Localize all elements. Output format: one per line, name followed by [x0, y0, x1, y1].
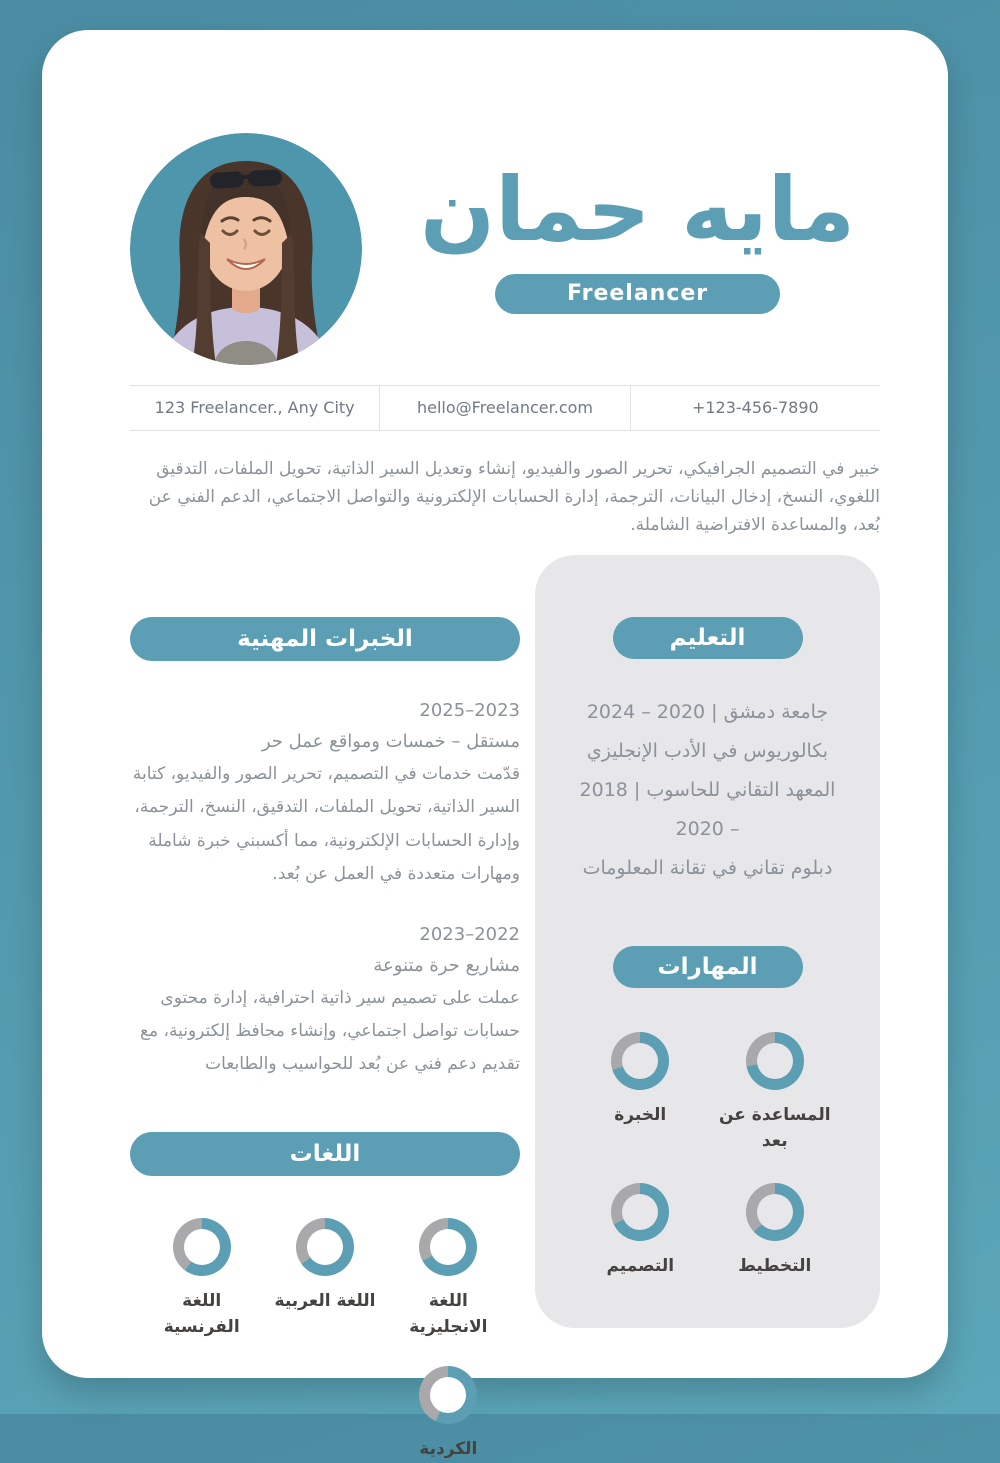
language-meter	[390, 1218, 506, 1341]
section-heading-experience: الخبرات المهنية	[130, 617, 520, 661]
languages-grid	[130, 1218, 520, 1463]
identity-block	[420, 133, 925, 314]
language-label: اللغة العربية	[274, 1290, 376, 1311]
content-columns	[130, 555, 880, 1462]
skill-label: الخبرة	[614, 1104, 667, 1125]
skill-donut-chart	[611, 1032, 669, 1090]
left-column	[130, 555, 520, 1462]
skill-meter	[606, 1183, 674, 1279]
experience-title: مستقل – خمسات ومواقع عمل حر	[261, 730, 520, 752]
education-school: جامعة دمشق | 2020 – 2024	[586, 701, 829, 724]
contact-bar	[130, 385, 880, 431]
skill-meter	[611, 1032, 669, 1155]
language-label: الكردية	[419, 1439, 478, 1460]
contact-email[interactable]: hello@Freelancer.com	[379, 386, 629, 430]
education-list	[573, 693, 842, 888]
profile-summary: خبير في التصميم الجرافيكي، تحرير الصور والفيديو، إنشاء وتعديل السير الذاتية، تحويل الملفات، التدقيق اللغوي، النسخ، إدخال البيانات، الترجمة، إدارة الحسابات الإلكترونية والتواصل الاجتماعي، الدعم الفني عن بُعد، والمساعدة الافتراضية الشاملة.	[148, 459, 880, 536]
title-badge: Freelancer	[495, 274, 780, 314]
skill-label: التصميم	[606, 1255, 675, 1276]
section-heading-skills: المهارات	[613, 946, 803, 988]
resume-card	[42, 30, 948, 1460]
language-meter	[144, 1218, 260, 1341]
language-donut-chart	[419, 1218, 477, 1276]
experience-item	[130, 921, 520, 1082]
skills-grid	[573, 1032, 842, 1279]
profile-photo-illustration	[130, 133, 362, 365]
language-meter	[275, 1218, 376, 1341]
section-heading-languages: اللغات	[130, 1132, 520, 1176]
skill-donut-chart	[746, 1183, 804, 1241]
header	[130, 30, 880, 365]
contact-phone[interactable]: +123-456-7890	[630, 386, 880, 430]
skill-meter	[717, 1032, 833, 1155]
profile-photo	[130, 133, 362, 365]
skill-donut-chart	[746, 1032, 804, 1090]
skill-label: التخطيط	[738, 1255, 812, 1276]
language-label: اللغة الفرنسية	[163, 1290, 240, 1337]
section-heading-education: التعليم	[613, 617, 803, 659]
education-degree: دبلوم تقاني في تقانة المعلومات	[582, 856, 833, 879]
contact-address: 123 Freelancer., Any City	[154, 398, 355, 417]
right-panel	[535, 555, 880, 1328]
skill-donut-chart	[611, 1183, 669, 1241]
person-name: مايه حمان	[420, 158, 856, 261]
experience-dates: 2023–2025	[419, 700, 520, 722]
education-school: المعهد التقاني للحاسوب | 2018 – 2020	[579, 779, 836, 840]
education-degree: بكالوريوس في الأدب الإنجليزي	[586, 740, 829, 763]
experience-description: عملت على تصميم سير ذاتية احترافية، إدارة محتوى حسابات تواصل اجتماعي، وإنشاء محافظ إلكترونية، مع تقديم دعم فني عن بُعد للحواسيب والطابعات	[139, 988, 520, 1075]
experience-title: مشاريع حرة متنوعة	[373, 954, 520, 976]
language-donut-chart	[296, 1218, 354, 1276]
language-meter	[419, 1366, 477, 1462]
experience-dates: 2022–2023	[419, 923, 520, 945]
experience-item	[130, 697, 520, 891]
experience-description: قدّمت خدمات في التصميم، تحرير الصور والفيديو، كتابة السير الذاتية، تحويل الملفات، التدقيق، النسخ، الترجمة، وإدارة الحسابات الإلكترونية، مما أكسبني خبرة شاملة ومهارات متعددة في العمل عن بُعد.	[132, 764, 520, 884]
language-donut-chart	[173, 1218, 231, 1276]
language-label: اللغة الانجليزية	[409, 1290, 488, 1337]
skill-meter	[738, 1183, 811, 1279]
skill-label: المساعدة عن بعد	[718, 1104, 831, 1152]
language-donut-chart	[419, 1366, 477, 1424]
